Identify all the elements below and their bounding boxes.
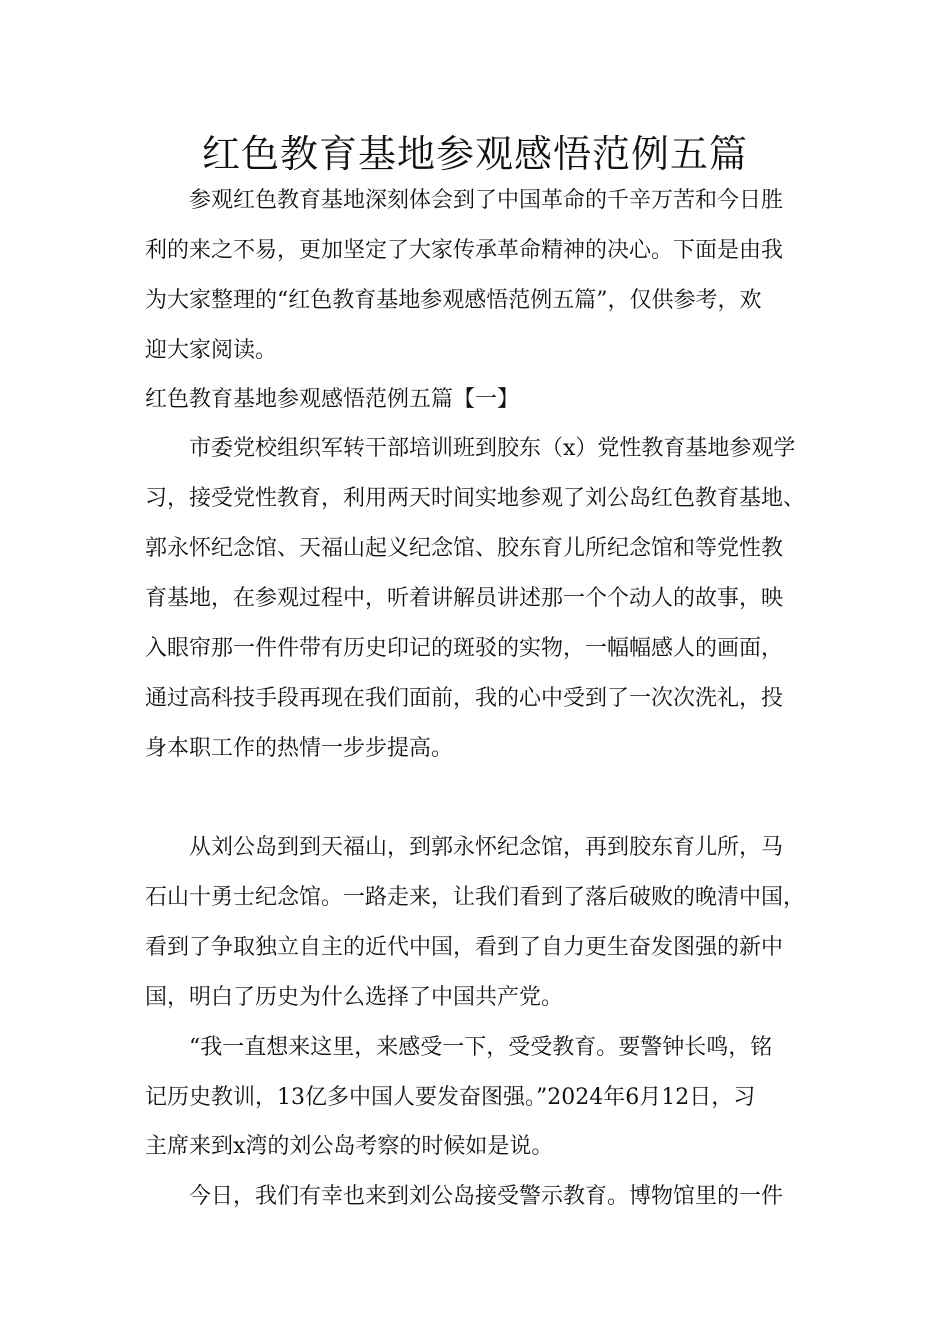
paragraph-line: 身本职工作的热情一步步提高。 bbox=[145, 736, 454, 761]
paragraph-line: 从刘公岛到到天福山，到郭永怀纪念馆，再到胶东育儿所，马 bbox=[189, 835, 784, 860]
paragraph-line: 市委党校组织军转干部培训班到胶东（x）党性教育基地参观学 bbox=[189, 436, 796, 461]
paragraph-line: 习，接受党性教育，利用两天时间实地参观了刘公岛红色教育基地、 bbox=[145, 486, 806, 511]
paragraph-line: 石山十勇士纪念馆。一路走来，让我们看到了落后破败的晚清中国， bbox=[145, 885, 806, 910]
paragraph-line: 育基地，在参观过程中，听着讲解员讲述那一个个动人的故事，映 bbox=[145, 586, 784, 611]
paragraph-line: 通过高科技手段再现在我们面前，我的心中受到了一次次洗礼，投 bbox=[145, 686, 784, 711]
paragraph-line: 记历史教训，13亿多中国人要发奋图强。”2024年6月12日，习 bbox=[145, 1085, 756, 1110]
paragraph-line: 迎大家阅读。 bbox=[145, 338, 278, 363]
section-heading: 红色教育基地参观感悟范例五篇【一】 bbox=[145, 387, 520, 412]
paragraph-line: 入眼帘那一件件带有历史印记的斑驳的实物，一幅幅感人的画面， bbox=[145, 636, 784, 661]
document-title: 红色教育基地参观感悟范例五篇 bbox=[201, 132, 748, 176]
paragraph-line: 主席来到x湾的刘公岛考察的时候如是说。 bbox=[145, 1134, 554, 1159]
paragraph-line: “我一直想来这里，来感受一下，受受教育。要警钟长鸣，铭 bbox=[189, 1035, 773, 1060]
paragraph-line: 国，明白了历史为什么选择了中国共产党。 bbox=[145, 985, 564, 1010]
paragraph-line: 为大家整理的“红色教育基地参观感悟范例五篇”，仅供参考，欢 bbox=[145, 288, 762, 313]
paragraph-line: 郭永怀纪念馆、天福山起义纪念馆、胶东育儿所纪念馆和等党性教 bbox=[145, 536, 784, 561]
paragraph-line: 参观红色教育基地深刻体会到了中国革命的千辛万苦和今日胜 bbox=[189, 188, 784, 213]
paragraph-line: 看到了争取独立自主的近代中国，看到了自力更生奋发图强的新中 bbox=[145, 935, 784, 960]
paragraph-line: 今日，我们有幸也来到刘公岛接受警示教育。博物馆里的一件 bbox=[189, 1184, 784, 1209]
paragraph-line: 利的来之不易，更加坚定了大家传承革命精神的决心。下面是由我 bbox=[145, 238, 784, 263]
